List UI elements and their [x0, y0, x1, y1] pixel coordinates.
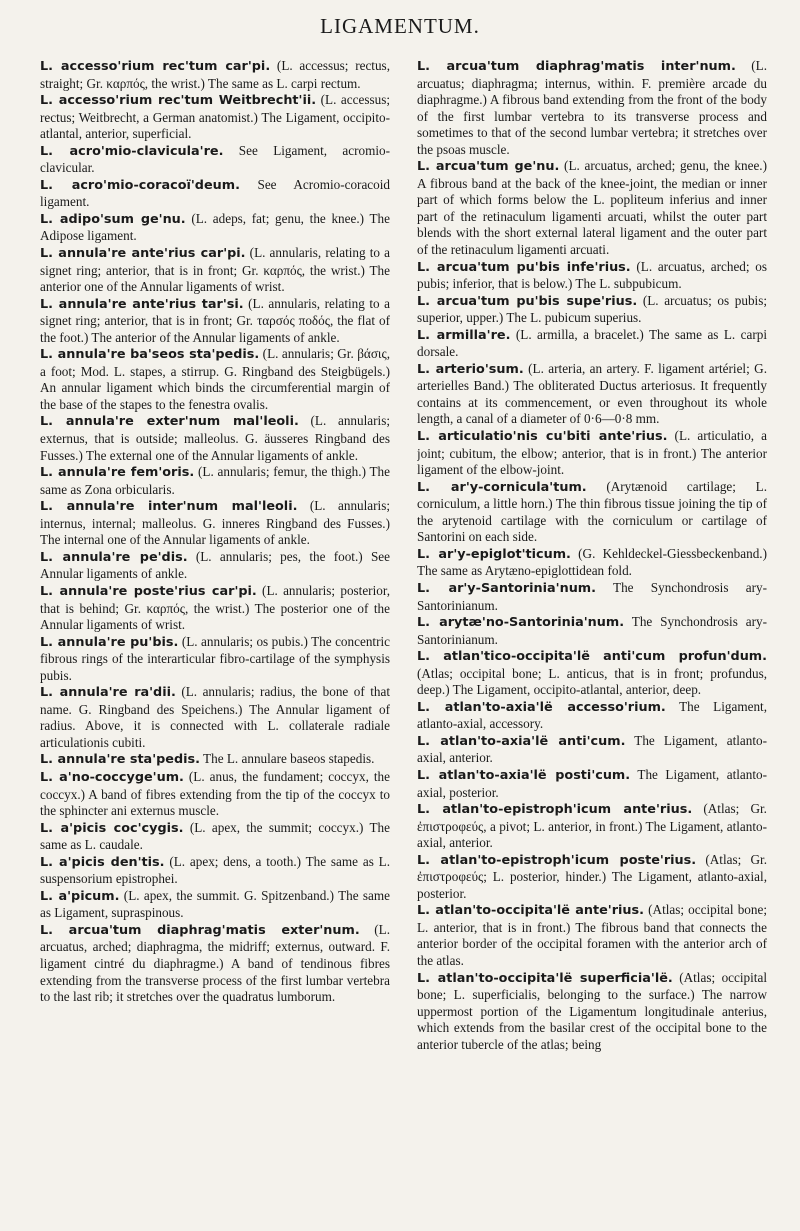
dictionary-entry	[417, 58, 767, 158]
entry-definition: (L. annularis; posterior, that is behind; Gr. καρπός, the wrist.) The posterior one of the Annular ligaments of wrist.	[40, 582, 390, 633]
entry-definition: (L. accessus; rectus; Weitbrecht, a German anatomist.) The Ligament, occipito-atlantal, anterior, superficial.	[40, 92, 390, 142]
entry-definition: (L. annularis, relating to a signet ring; anterior, that is in front; Gr. ταρσός ποδός, the flat of the foot.) The anterior of the Annular ligaments of ankle.	[40, 295, 390, 345]
entry-headword: L. accesso'rium rec'tum car'pi.	[40, 59, 271, 74]
dictionary-entry	[417, 970, 767, 1054]
dictionary-entry	[40, 888, 390, 922]
entry-headword: L. arcua'tum pu'bis supe'rius.	[417, 293, 638, 309]
entry-definition: (L. annularis; internus, internal; malleolus. G. inneres Ringband des Fusses.) The internal one of the Annular ligaments of ankle.	[40, 498, 390, 548]
entry-definition: (L. anus, the fundament; coccyx, the coccyx.) A band of fibres extending from the tip of the coccyx to the sphincter ani externus muscle.	[40, 768, 390, 819]
entry-headword: L. atlan'to-axia'lë accesso'rium.	[417, 699, 666, 715]
entry-definition: (L. annularis; pes, the foot.) See Annular ligaments of ankle.	[40, 548, 390, 582]
dictionary-entry	[417, 361, 767, 428]
dictionary-entry	[417, 733, 767, 767]
entry-headword: L. a'no-coccyge'um.	[40, 769, 184, 785]
entry-definition: (L. arcuatus, arched; diaphragma, the midriff; externus, outward. F. ligament cintré du diaphragme.) A band of tendinous fibres extending from the transverse process of the first lumbar vertebra to the last rib; it stretches over the quadratus lumborum.	[40, 921, 390, 1005]
dictionary-entry	[40, 211, 390, 245]
dictionary-entry	[417, 259, 767, 293]
entry-headword: L. annula're pe'dis.	[40, 549, 188, 565]
entry-headword: L. arytæ'no-Santorinia'num.	[417, 615, 625, 631]
entry-headword: L. annula're ra'dii.	[40, 685, 176, 701]
entry-definition: (L. annularis; radius, the bone of that name. G. Ringband des Speichens.) The Annular ligament of radius. Above, it is connected with L. collaterale radiale articulationis cubiti.	[40, 684, 390, 750]
entry-definition: (L. annularis; externus, that is outside; malleolus. G. äusseres Ringband des Fusses.) The external one of the Annular ligaments of ankle.	[40, 413, 390, 463]
dictionary-entry	[417, 614, 767, 648]
dictionary-entry	[417, 479, 767, 546]
entry-headword: L. annula're pu'bis.	[40, 634, 179, 650]
entry-definition: (L. adeps, fat; genu, the knee.) The Adipose ligament.	[40, 210, 390, 244]
entry-definition: (Atlas; Gr. ἐπιστροφεύς; L. posterior, hinder.) The Ligament, atlanto-axial, posterior.	[417, 851, 767, 901]
entry-definition: (Atlas; occipital bone; L. superficialis, belonging to the surface.) The narrow uppermost portion of the Ligamentum longitudinale anterius, which extends from the basilar crest of the occipital bone to the anterior tubercle of the atlas; being	[417, 969, 767, 1052]
dictionary-entry	[417, 580, 767, 614]
entry-definition: (Atlas; occipital bone; L. anticus, that is in front; profundus, deep.) The Ligament, occipito-atlantal, anterior, deep.	[417, 665, 767, 698]
dictionary-entry	[40, 92, 390, 143]
entry-headword: L. annula're inter'num mal'leoli.	[40, 499, 298, 515]
entry-definition: (L. articulatio, a joint; cubitum, the elbow; anterior, that is in front.) The anterior ligament of the elbow-joint.	[417, 428, 767, 478]
entry-definition: (L. apex; dens, a tooth.) The same as L. suspensorium epistrophei.	[40, 853, 390, 887]
entry-definition: (L. arcuatus; diaphragma; internus, within. F. première arcade du diaphragme.) A fibrous band extending from the front of the body of the first lumbar vertebra to its transverse process and sometimes to that of the second lumbar vertebra; it stretches over the psoas muscle.	[417, 58, 767, 157]
entry-definition: (L. arcuatus; os pubis; superior, upper.) The L. pubicum superius.	[417, 292, 767, 326]
entry-headword: L. arterio'sum.	[417, 361, 524, 377]
dictionary-entry	[40, 820, 390, 854]
entry-definition: (L. arteria, an artery. F. ligament artériel; G. arterielles Band.) The obliterated Ductus arteriosus. It frequently contains at its commencement, or even throughout its whole length, a canal of a diameter of 0·6—0·8 mm.	[417, 360, 767, 427]
entry-definition: (Atlas; occipital bone; L. anterior, that is in front.) The fibrous band that connects the anterior border of the occipital foramen with the anterior arch of the atlas.	[417, 902, 767, 968]
entry-headword: L. adipo'sum ge'nu.	[40, 211, 186, 227]
dictionary-entry	[417, 852, 767, 903]
dictionary-entry	[40, 413, 390, 464]
dictionary-entry	[40, 58, 390, 92]
entry-headword: L. atlan'to-occipita'lë superficia'lë.	[417, 970, 673, 986]
dictionary-entry	[417, 699, 767, 733]
entry-definition: (L. annularis; femur, the thigh.) The same as Zona orbicularis.	[40, 464, 390, 497]
entry-definition: (L. apex, the summit. G. Spitzenband.) The same as Ligament, supraspinous.	[40, 887, 390, 921]
entry-headword: L. armilla're.	[417, 327, 511, 343]
entry-headword: L. accesso'rium rec'tum Weitbrecht'ii.	[40, 93, 317, 109]
dictionary-entry	[40, 177, 390, 211]
dictionary-entry	[417, 158, 767, 258]
entry-headword: L. a'picis coc'cygis.	[40, 820, 184, 836]
dictionary-entry	[417, 546, 767, 580]
dictionary-entry	[40, 498, 390, 549]
entry-definition: (L. annularis, relating to a signet ring; anterior, that is in front; Gr. καρπός, the wrist.) The anterior one of the Annular ligaments of wrist.	[40, 245, 390, 295]
entry-headword: L. a'picum.	[40, 888, 120, 904]
dictionary-entry	[40, 549, 390, 583]
dictionary-entry	[40, 245, 390, 296]
dictionary-entry	[417, 428, 767, 479]
entry-definition: (G. Kehldeckel-Giessbeckenband.) The same as Arytæno-epiglottidean fold.	[417, 545, 767, 579]
entry-definition: (L. annularis; os pubis.) The concentric fibrous rings of the interarticular fibro-cartilage of the symphysis pubis.	[40, 633, 390, 683]
dictionary-entry	[417, 327, 767, 361]
entry-headword: L. articulatio'nis cu'biti ante'rius.	[417, 429, 668, 445]
entry-definition: See Acromio-coracoid ligament.	[40, 176, 390, 210]
entry-headword: L. acro'mio-coracoï'deum.	[40, 177, 240, 193]
right-column	[417, 58, 767, 1218]
entry-headword: L. arcua'tum ge'nu.	[417, 159, 560, 175]
entry-definition: (L. armilla, a bracelet.) The same as L. carpi dorsale.	[417, 326, 767, 360]
left-column	[40, 58, 390, 1218]
entry-headword: L. atlan'to-epistroph'icum ante'rius.	[417, 802, 693, 818]
entry-headword: L. atlan'to-epistroph'icum poste'rius.	[417, 852, 697, 868]
entry-definition: (L. arcuatus, arched; genu, the knee.) A fibrous band at the back of the knee-joint, the median or inner part of which forms below the L. popliteum inferius and inner part of the retinaculum ligamenti arcuati, whilst the outer part blends with the short external lateral ligament and the outer part of the retinaculum ligamenti arcuati.	[417, 158, 767, 258]
entry-headword: L. annula're exter'num mal'leoli.	[40, 414, 299, 430]
entry-headword: L. annula're ante'rius car'pi.	[40, 246, 246, 262]
entry-headword: L. atlan'to-axia'lë posti'cum.	[417, 767, 631, 783]
entry-headword: L. annula're ante'rius tar'si.	[40, 296, 244, 312]
dictionary-entry	[40, 143, 390, 177]
entry-headword: L. annula're sta'pedis.	[40, 752, 200, 768]
dictionary-entry	[417, 801, 767, 852]
entry-headword: L. atlan'tico-occipita'lë anti'cum profun'dum.	[417, 649, 767, 665]
entry-definition: See Ligament, acromio-clavicular.	[40, 142, 390, 176]
dictionary-entry	[40, 922, 390, 1006]
dictionary-entry	[40, 346, 390, 413]
entry-definition: The Synchondrosis ary-Santorinianum.	[417, 579, 767, 613]
dictionary-entry	[417, 293, 767, 327]
entry-definition: (Atlas; Gr. ἐπιστροφεύς, a pivot; L. anterior, in front.) The Ligament, atlanto-axial, anterior.	[417, 801, 767, 851]
dictionary-entry	[417, 902, 767, 969]
entry-headword: L. annula're poste'rius car'pi.	[40, 583, 257, 599]
entry-headword: L. atlan'to-axia'lë anti'cum.	[417, 733, 626, 749]
entry-headword: L. annula're fem'oris.	[40, 465, 195, 481]
entry-definition: The Ligament, atlanto-axial, posterior.	[417, 766, 767, 800]
dictionary-entry	[40, 296, 390, 347]
entry-headword: L. acro'mio-clavicula're.	[40, 143, 224, 159]
entry-definition: The Ligament, atlanto-axial, anterior.	[417, 732, 767, 766]
entry-headword: L. arcua'tum diaphrag'matis inter'num.	[417, 59, 736, 74]
dictionary-entry	[40, 634, 390, 685]
entry-definition: (L. arcuatus, arched; os pubis; inferior, that is below.) The L. subpubicum.	[417, 258, 767, 292]
entry-definition: The Synchondrosis ary-Santorinianum.	[417, 614, 767, 647]
dictionary-entry	[40, 684, 390, 751]
entry-headword: L. ar'y-Santorinia'num.	[417, 580, 596, 596]
entry-headword: L. annula're ba'seos sta'pedis.	[40, 347, 260, 363]
dictionary-entry	[40, 751, 390, 769]
entry-definition: (Arytænoid cartilage; L. corniculum, a little horn.) The thin fibrous tissue joining the tip of the arytenoid cartilage with the corniculum or cartilage of Santorini on each side.	[417, 478, 767, 545]
dictionary-entry	[40, 464, 390, 498]
entry-definition: (L. annularis; Gr. βάσις, a foot; Mod. L. stapes, a stirrup. G. Ringband des Steigbügels.) An annular ligament which binds the circumferential margin of the base of the stapes to the fenestra ovalis.	[40, 346, 390, 412]
entry-headword: L. atlan'to-occipita'lë ante'rius.	[417, 903, 645, 919]
dictionary-entry	[417, 767, 767, 801]
entry-definition: The Ligament, atlanto-axial, accessory.	[417, 698, 767, 732]
entry-headword: L. arcua'tum diaphrag'matis exter'num.	[40, 922, 360, 938]
dictionary-entry	[40, 583, 390, 634]
dictionary-entry	[417, 648, 767, 699]
entry-headword: L. a'picis den'tis.	[40, 854, 165, 870]
entry-definition: The L. annulare baseos stapedis.	[199, 751, 375, 767]
dictionary-entry	[40, 769, 390, 820]
entry-headword: L. ar'y-cornicula'tum.	[417, 479, 587, 495]
entry-headword: L. arcua'tum pu'bis infe'rius.	[417, 259, 631, 275]
running-head: LIGAMENTUM.	[320, 14, 480, 38]
entry-definition: (L. accessus; rectus, straight; Gr. καρπός, the wrist.) The same as L. carpi rectum.	[40, 58, 390, 91]
entry-definition: (L. apex, the summit; coccyx.) The same as L. caudale.	[40, 819, 390, 853]
entry-headword: L. ar'y-epiglot'ticum.	[417, 546, 571, 562]
dictionary-entry	[40, 854, 390, 888]
